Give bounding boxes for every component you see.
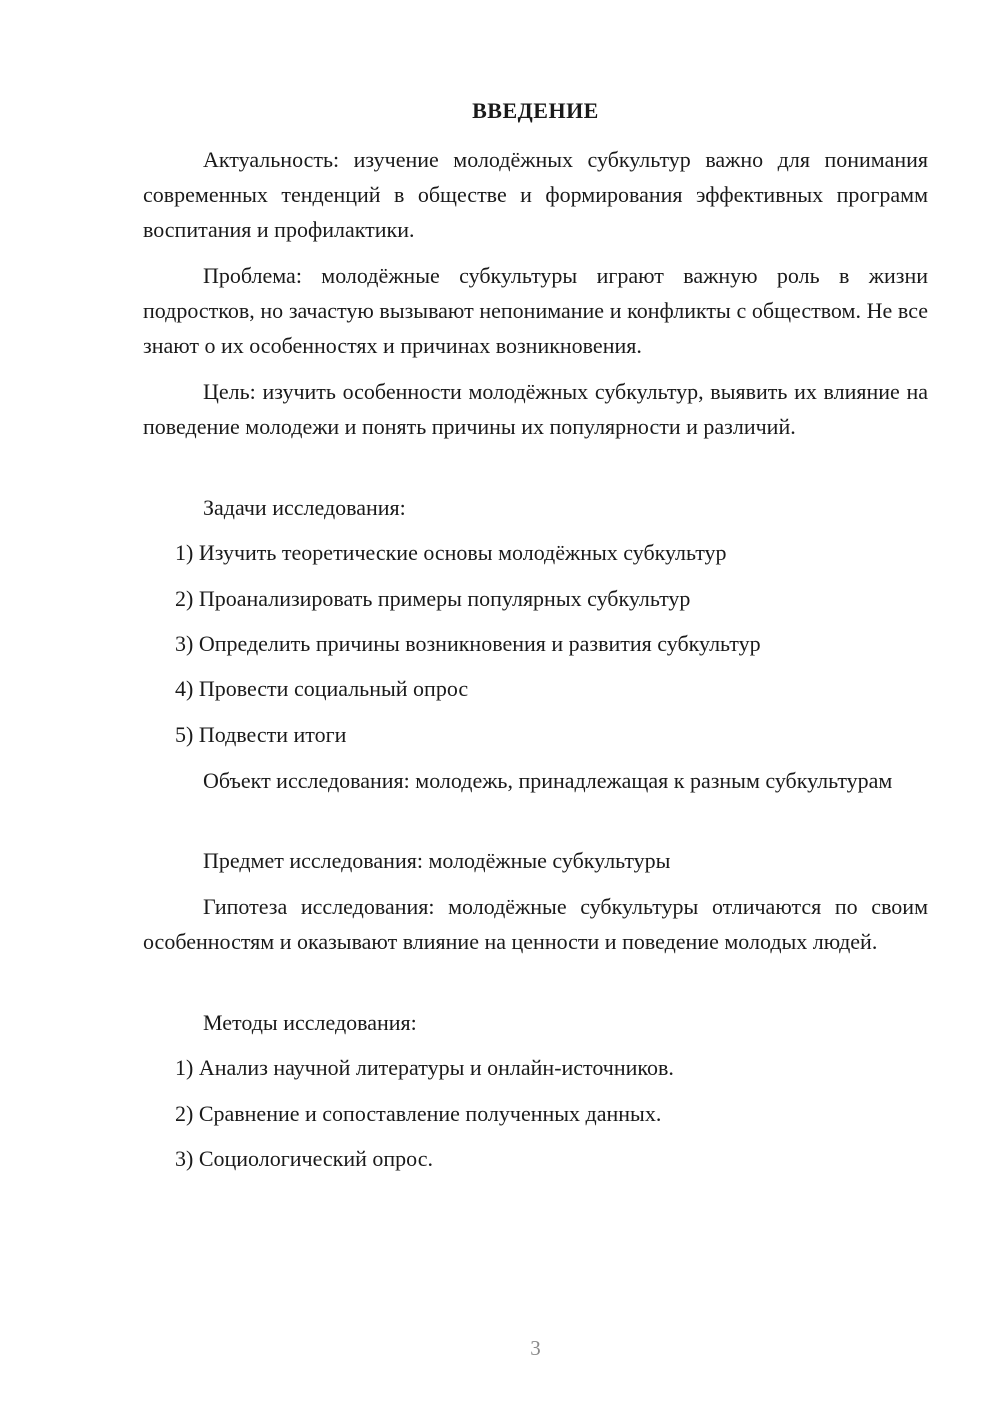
tasks-title: Задачи исследования: <box>203 495 406 520</box>
method-item-1: 1) Анализ научной литературы и онлайн-источников. <box>175 1055 674 1080</box>
hypothesis-paragraph: Гипотеза исследования: молодёжные субкультуры отличаются по своим особенностям и оказывают влияние на ценности и поведение молодых людей. <box>143 894 928 954</box>
task-item-5: 5) Подвести итоги <box>175 722 347 747</box>
subject-paragraph: Предмет исследования: молодёжные субкультуры <box>203 848 671 873</box>
method-item-2: 2) Сравнение и сопоставление полученных данных. <box>175 1101 662 1126</box>
task-item-1: 1) Изучить теоретические основы молодёжных субкультур <box>175 540 727 565</box>
method-item-3: 3) Социологический опрос. <box>175 1146 433 1171</box>
section-heading: ВВЕДЕНИЕ <box>472 98 599 123</box>
task-item-2: 2) Проанализировать примеры популярных субкультур <box>175 586 691 611</box>
object-paragraph: Объект исследования: молодежь, принадлежащая к разным субкультурам <box>203 768 893 793</box>
goal-paragraph: Цель: изучить особенности молодёжных субкультур, выявить их влияние на поведение молодежи и понять причины их популярности и различий. <box>143 379 928 439</box>
task-item-3: 3) Определить причины возникновения и развития субкультур <box>175 631 761 656</box>
page-number: 3 <box>530 1336 541 1360</box>
methods-title: Методы исследования: <box>203 1010 417 1035</box>
problem-paragraph: Проблема: молодёжные субкультуры играют важную роль в жизни подростков, но зачастую вызывают непонимание и конфликты с обществом. Не все знают о их особенностях и причинах возникновения. <box>143 263 928 358</box>
document-page <box>143 0 928 1414</box>
relevance-paragraph: Актуальность: изучение молодёжных субкультур важно для понимания современных тенденций в обществе и формирования эффективных программ воспитания и профилактики. <box>143 147 928 242</box>
task-item-4: 4) Провести социальный опрос <box>175 676 469 701</box>
